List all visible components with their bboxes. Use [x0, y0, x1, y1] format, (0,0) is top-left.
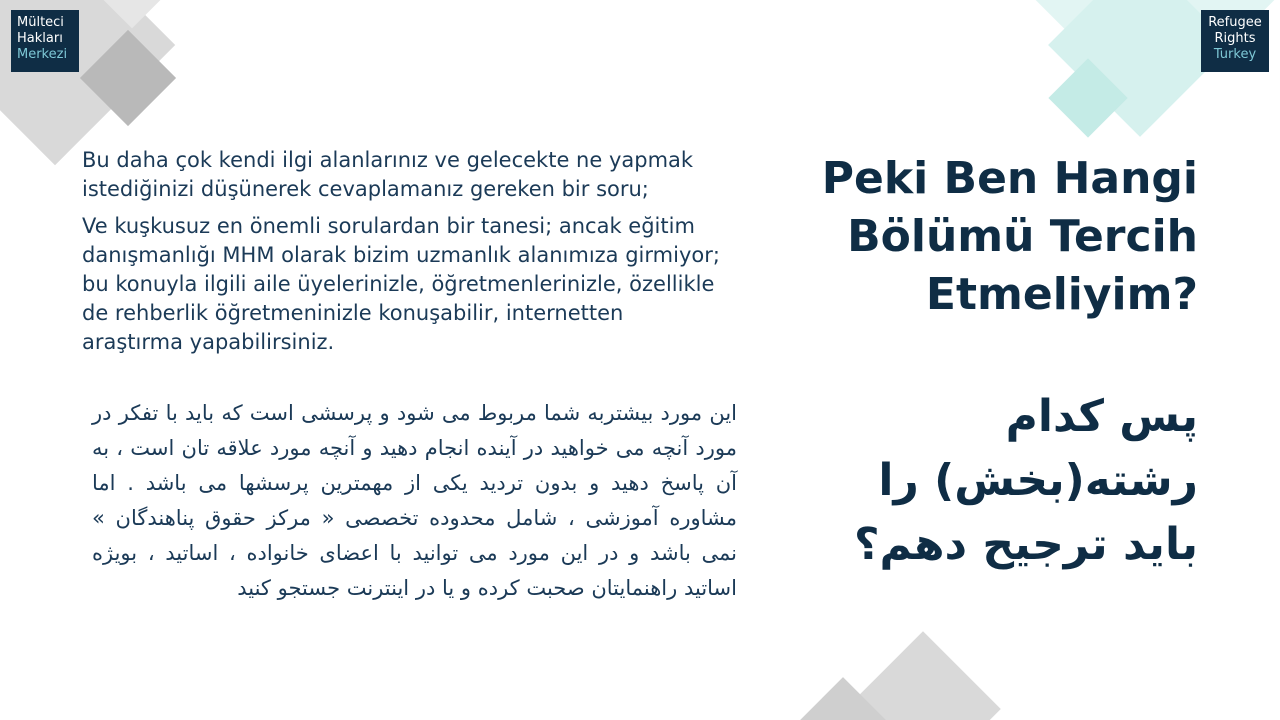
title-persian-line-3: باید ترجیح دهم؟ — [853, 519, 1198, 570]
title-persian-line-2: رشته(بخش) را — [878, 455, 1198, 506]
title-turkish-line-3: Etmeliyim? — [925, 269, 1198, 320]
body-turkish-paragraph-2: Ve kuşkusuz en önemli sorulardan bir tanesi; ancak eğitim danışmanlığı MHM olarak bizim uzmanlık alanımıza girmiyor; bu konuyla ilgili aile üyelerinizle, öğretmenlerinizle, özellikle de rehberlik öğretmeninizle konuşabilir, internetten araştırma yapabilirsiniz. — [82, 214, 720, 354]
logo-rrt-line3: Turkey — [1213, 47, 1257, 62]
logo-refugee-rights — [1201, 10, 1269, 72]
title-persian-line-1: پس کدام — [1005, 391, 1198, 442]
logo-rrt-line2: Rights — [1214, 31, 1256, 46]
body-turkish — [82, 146, 722, 365]
logo-mhm-line1: Mülteci — [17, 15, 64, 30]
logo-mhm — [11, 10, 79, 72]
title-turkish-line-1: Peki Ben Hangi — [821, 153, 1198, 204]
title-turkish-line-2: Bölümü Tercih — [847, 211, 1198, 262]
body-persian: این مورد بیشتربه شما مربوط می شود و پرسشی است که باید با تفکر در مورد آنچه می خواهید در آینده انجام دهید و آنچه مورد علاقه تان است ، به آن پاسخ دهید و بدون تردید یکی از مهمترین پرسشها می باشد . اما مشاوره آموزشی ، شامل محدوده تخصصی « مرکز حقوق پناهندگان » نمی باشد و در این مورد می توانید با اعضای خانواده ، اساتید ، بویژه اساتید راهنمایتان صحبت کرده و یا در اینترنت جستجو کنید — [92, 401, 737, 600]
logo-rrt-line1: Refugee — [1208, 15, 1262, 30]
title-persian — [800, 385, 1198, 577]
body-turkish-paragraph-1: Bu daha çok kendi ilgi alanlarınız ve gelecekte ne yapmak istediğinizi düşünerek cevaplamanız gereken bir soru; — [82, 148, 694, 201]
logo-mhm-line2: Hakları — [17, 31, 63, 46]
logo-mhm-line3: Merkezi — [17, 47, 68, 62]
title-turkish — [800, 150, 1198, 324]
